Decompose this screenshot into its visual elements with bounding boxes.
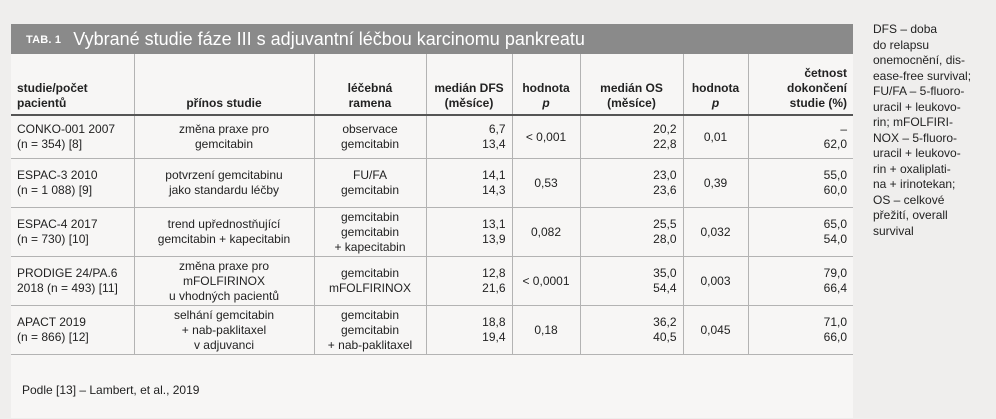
- cell-completion: – 62,0: [748, 115, 853, 159]
- table-row: [11, 257, 853, 306]
- header-benefit: přínos studie: [134, 54, 314, 115]
- cell-dfs: 13,1 13,9: [426, 208, 512, 257]
- table-title: Vybrané studie fáze III s adjuvantní léčbou karcinomu pankreatu: [73, 28, 585, 49]
- cell-p-dfs: < 0,001: [512, 115, 580, 159]
- cell-arms: gemcitabin mFOLFIRINOX: [314, 257, 426, 306]
- table-row: [11, 159, 853, 208]
- cell-p-dfs: < 0,0001: [512, 257, 580, 306]
- cell-os: 35,0 54,4: [580, 257, 683, 306]
- cell-study: ESPAC-4 2017 (n = 730) [10]: [11, 208, 134, 257]
- cell-dfs: 14,1 14,3: [426, 159, 512, 208]
- cell-arms: gemcitabin gemcitabin + nab-paklitaxel: [314, 306, 426, 355]
- cell-os: 20,2 22,8: [580, 115, 683, 159]
- studies-table: [11, 54, 853, 355]
- cell-benefit: změna praxe pro mFOLFIRINOX u vhodných pacientů: [134, 257, 314, 306]
- cell-benefit: trend upřednostňující gemcitabin + kapecitabin: [134, 208, 314, 257]
- cell-benefit: potvrzení gemcitabinu jako standardu léčby: [134, 159, 314, 208]
- cell-p-os: 0,39: [683, 159, 748, 208]
- header-p-dfs: hodnota p: [512, 54, 580, 115]
- header-dfs: medián DFS (měsíce): [426, 54, 512, 115]
- cell-study: CONKO-001 2007 (n = 354) [8]: [11, 115, 134, 159]
- header-study: studie/počet pacientů: [11, 54, 134, 115]
- cell-os: 25,5 28,0: [580, 208, 683, 257]
- cell-dfs: 18,8 19,4: [426, 306, 512, 355]
- header-arms: léčebná ramena: [314, 54, 426, 115]
- cell-study: APACT 2019 (n = 866) [12]: [11, 306, 134, 355]
- cell-arms: FU/FA gemcitabin: [314, 159, 426, 208]
- cell-p-dfs: 0,18: [512, 306, 580, 355]
- cell-os: 23,0 23,6: [580, 159, 683, 208]
- table-header-row: [11, 54, 853, 115]
- table-row: [11, 115, 853, 159]
- cell-p-os: 0,003: [683, 257, 748, 306]
- table-title-bar: [11, 24, 853, 54]
- cell-study: PRODIGE 24/PA.6 2018 (n = 493) [11]: [11, 257, 134, 306]
- header-os: medián OS (měsíce): [580, 54, 683, 115]
- cell-p-os: 0,045: [683, 306, 748, 355]
- table-panel: [11, 24, 853, 418]
- abbreviations-note: DFS – doba do relapsu onemocnění, dis- ease-free survival; FU/FA – 5-fluoro- uracil + leukovo- rin; mFOLFIRI- NOX – 5-fluoro- uracil + leukovo- rin + oxaliplati- na + irinotekan; OS – celkové přežití, overall survival: [873, 22, 972, 238]
- cell-benefit: změna praxe pro gemcitabin: [134, 115, 314, 159]
- cell-completion: 71,0 66,0: [748, 306, 853, 355]
- cell-study: ESPAC-3 2010 (n = 1 088) [9]: [11, 159, 134, 208]
- cell-completion: 55,0 60,0: [748, 159, 853, 208]
- cell-p-os: 0,01: [683, 115, 748, 159]
- cell-p-dfs: 0,082: [512, 208, 580, 257]
- header-p-os: hodnota p: [683, 54, 748, 115]
- cell-arms: gemcitabin gemcitabin + kapecitabin: [314, 208, 426, 257]
- cell-dfs: 6,7 13,4: [426, 115, 512, 159]
- cell-os: 36,2 40,5: [580, 306, 683, 355]
- table-row: [11, 306, 853, 355]
- table-number-label: TAB. 1: [26, 34, 62, 46]
- header-completion: četnost dokončení studie (%): [748, 54, 853, 115]
- source-citation: Podle [13] – Lambert, et al., 2019: [22, 383, 200, 397]
- cell-arms: observace gemcitabin: [314, 115, 426, 159]
- cell-dfs: 12,8 21,6: [426, 257, 512, 306]
- cell-benefit: selhání gemcitabin + nab-paklitaxel v adjuvanci: [134, 306, 314, 355]
- table-row: [11, 208, 853, 257]
- cell-p-dfs: 0,53: [512, 159, 580, 208]
- cell-completion: 65,0 54,0: [748, 208, 853, 257]
- cell-completion: 79,0 66,4: [748, 257, 853, 306]
- cell-p-os: 0,032: [683, 208, 748, 257]
